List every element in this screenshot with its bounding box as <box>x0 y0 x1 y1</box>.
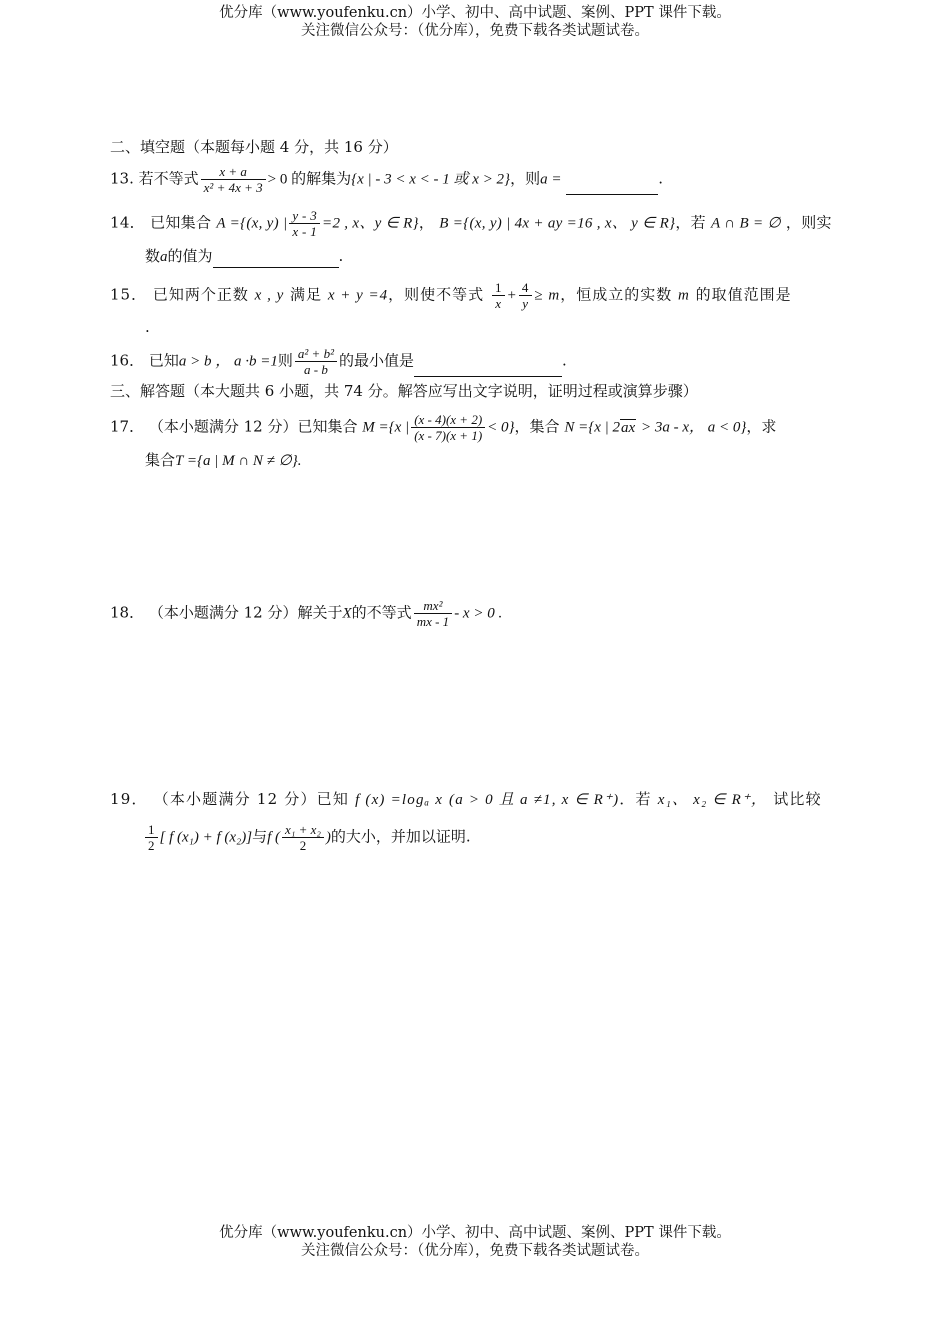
q15-text-4: ，恒成立的实数 <box>560 285 673 304</box>
header-line-2: 关注微信公众号：（优分库），免费下载各类试题试卷。 <box>301 23 649 39</box>
question-14 <box>110 208 832 239</box>
q13-end: . <box>658 169 664 188</box>
q19-frac-numerator: x₁ + x₂ <box>282 822 324 838</box>
q15-number: 15． <box>110 285 148 304</box>
q14-text-1: 已知集合 <box>150 213 212 232</box>
q14-text-5: 数 <box>145 247 161 265</box>
q19-number: 19． <box>110 790 148 808</box>
q14-setB: B ={(x, y) | 4x + ay =16 , x、 y ∈ R} <box>439 215 676 232</box>
q13-text-3: ，则 <box>510 169 541 188</box>
question-15 <box>110 280 792 311</box>
q14-condition: A ∩ B = ∅ <box>711 215 781 232</box>
q17-fraction <box>411 412 485 443</box>
q13-frac-numerator: x + a <box>201 164 266 180</box>
q19-variables: x₁、 x₂ ∈ R⁺， <box>657 792 768 808</box>
question-18 <box>110 598 502 629</box>
q15-text-3: ，则使不等式 <box>388 285 485 304</box>
q17-setT: T ={a | M ∩ N ≠ ∅}. <box>175 453 302 469</box>
section-3-title: 三、解答题（本大题共 6 小题，共 74 分。解答应写出文字说明，证明过程或演算步骤） <box>110 382 698 400</box>
q15-variable: m <box>678 287 690 304</box>
section-2-title: 二、填空题（本题每小题 4 分，共 16 分） <box>110 138 398 156</box>
q14-text-3: ，若 <box>675 213 706 232</box>
q17-setN-prefix: N ={x | 2 <box>564 419 620 436</box>
q18-frac-denominator: mx - 1 <box>416 614 450 629</box>
q17-sqrt: ax <box>621 419 636 436</box>
q14-variable: a <box>160 249 168 265</box>
q15-frac2-numerator: 4 <box>519 280 533 296</box>
q18-variable: X <box>342 605 352 622</box>
q13-variable: a = <box>540 171 562 188</box>
q16-answer-blank[interactable] <box>414 360 562 377</box>
q17-setN-suffix: > 3a - x， a < 0} <box>640 419 747 436</box>
q13-answer-blank[interactable] <box>566 178 658 195</box>
q19-frac-denominator: 2 <box>299 838 307 853</box>
q17-frac-numerator: (x - 4)(x + 2) <box>411 412 485 428</box>
question-19 <box>110 788 822 811</box>
page-footer <box>0 1224 950 1260</box>
question-19-line-2 <box>143 822 471 853</box>
q16-fraction <box>295 346 337 377</box>
q14-end: . <box>338 247 344 265</box>
footer-line-2: 关注微信公众号：（优分库），免费下载各类试题试卷。 <box>301 1243 649 1259</box>
q17-text-1: （本小题满分 12 分）已知集合 <box>148 417 358 436</box>
q19-condition: (a > 0 且 a ≠1, x ∈ R⁺) <box>449 792 620 808</box>
q19-expression-1: [ f (x₁) + f (x₂)] <box>159 829 253 846</box>
question-17-line-2 <box>145 449 301 472</box>
q18-text-2: 的不等式 <box>351 603 412 622</box>
q16-frac-numerator: a² + b² <box>295 346 337 362</box>
q13-fraction <box>201 164 266 195</box>
q15-equation: x + y =4 <box>327 287 389 304</box>
q14-fraction <box>289 208 320 239</box>
q19-text-4: 与 <box>252 827 268 846</box>
q18-fraction <box>414 598 453 629</box>
page-header <box>0 4 950 40</box>
q19-half-numerator: 1 <box>145 822 158 838</box>
q15-text-5: 的取值范围是 <box>695 285 792 304</box>
q16-text-1: 已知 <box>148 351 179 370</box>
q18-text-1: （本小题满分 12 分）解关于 <box>148 603 343 622</box>
question-14-line-2 <box>145 245 343 268</box>
q16-condition: a > b ， a ·b =1 <box>178 353 278 370</box>
q14-number: 14． <box>110 213 145 232</box>
q17-text-4: 集合 <box>145 451 176 469</box>
q13-frac-denominator: x² + 4x + 3 <box>203 180 263 195</box>
q17-setM-prefix: M ={x | <box>362 419 410 436</box>
q19-half-denominator: 2 <box>148 838 155 853</box>
q15-inequality: ≥ m <box>534 287 561 304</box>
footer-line-1: 优分库（www.youfenku.cn）小学、初中、高中试题、案例、PPT 课件下载。 <box>219 1225 731 1241</box>
q16-text-3: 的最小值是 <box>338 351 414 370</box>
q17-number: 17． <box>110 417 145 436</box>
q13-text-1: 若不等式 <box>138 169 199 188</box>
q19-half-fraction <box>145 822 158 853</box>
q14-setA-suffix: =2 , x、y ∈ R} <box>322 215 419 232</box>
q18-frac-numerator: mx² <box>414 598 453 614</box>
question-17 <box>110 412 776 443</box>
q14-frac-denominator: x - 1 <box>292 224 318 239</box>
q18-text-3: - x > 0 . <box>454 605 503 622</box>
q15-text-2: 满足 <box>290 285 323 304</box>
q16-text-2: 则 <box>277 351 293 370</box>
q16-end: . <box>562 351 567 370</box>
q19-text-2: ．若 <box>619 790 652 808</box>
q17-text-3: ，求 <box>746 417 777 436</box>
q14-text-2: ， <box>418 213 435 232</box>
q17-frac-denominator: (x - 7)(x + 1) <box>414 428 483 443</box>
q18-number: 18． <box>110 603 145 622</box>
q15-fraction-1 <box>492 280 506 311</box>
q19-expression-2-prefix: f ( <box>267 829 281 846</box>
question-16 <box>110 346 567 377</box>
q15-variables: x , y <box>254 287 285 304</box>
q16-frac-denominator: a - b <box>304 362 328 377</box>
q13-solution-set: {x | - 3 < x < - 1 或 x > 2} <box>351 171 511 188</box>
q13-number: 13. <box>110 169 134 188</box>
q15-fraction-2 <box>519 280 533 311</box>
q14-setA-prefix: A ={(x, y) | <box>216 215 288 232</box>
q19-text-5: 的大小，并加以证明. <box>330 827 471 846</box>
q15-frac2-denominator: y <box>522 296 530 311</box>
q15-text-1: 已知两个正数 <box>152 285 249 304</box>
q19-fraction <box>282 822 324 853</box>
question-13 <box>110 164 663 195</box>
header-line-1: 优分库（www.youfenku.cn）小学、初中、高中试题、案例、PPT 课件下载。 <box>219 5 731 21</box>
q19-expression-2-suffix: ) <box>325 829 331 846</box>
q17-text-2: ，集合 <box>514 417 560 436</box>
q19-function: f (x) =logₐ x <box>355 792 444 808</box>
q14-frac-numerator: y - 3 <box>289 208 320 224</box>
q19-text-1: （本小题满分 12 分）已知 <box>153 790 350 808</box>
q14-answer-blank[interactable] <box>213 251 339 268</box>
q15-trailing-period: . <box>145 318 150 336</box>
q15-frac1-numerator: 1 <box>492 280 506 296</box>
q17-setM-suffix: < 0} <box>487 419 515 436</box>
q15-plus: + <box>507 287 517 304</box>
q15-frac1-denominator: x <box>495 296 503 311</box>
q13-text-2: > 0 的解集为 <box>267 171 352 188</box>
q14-text-6: 的值为 <box>167 247 213 265</box>
q16-number: 16． <box>110 351 145 370</box>
q19-text-3: 试比较 <box>773 790 822 808</box>
q14-text-4: ，则实 <box>785 213 832 232</box>
